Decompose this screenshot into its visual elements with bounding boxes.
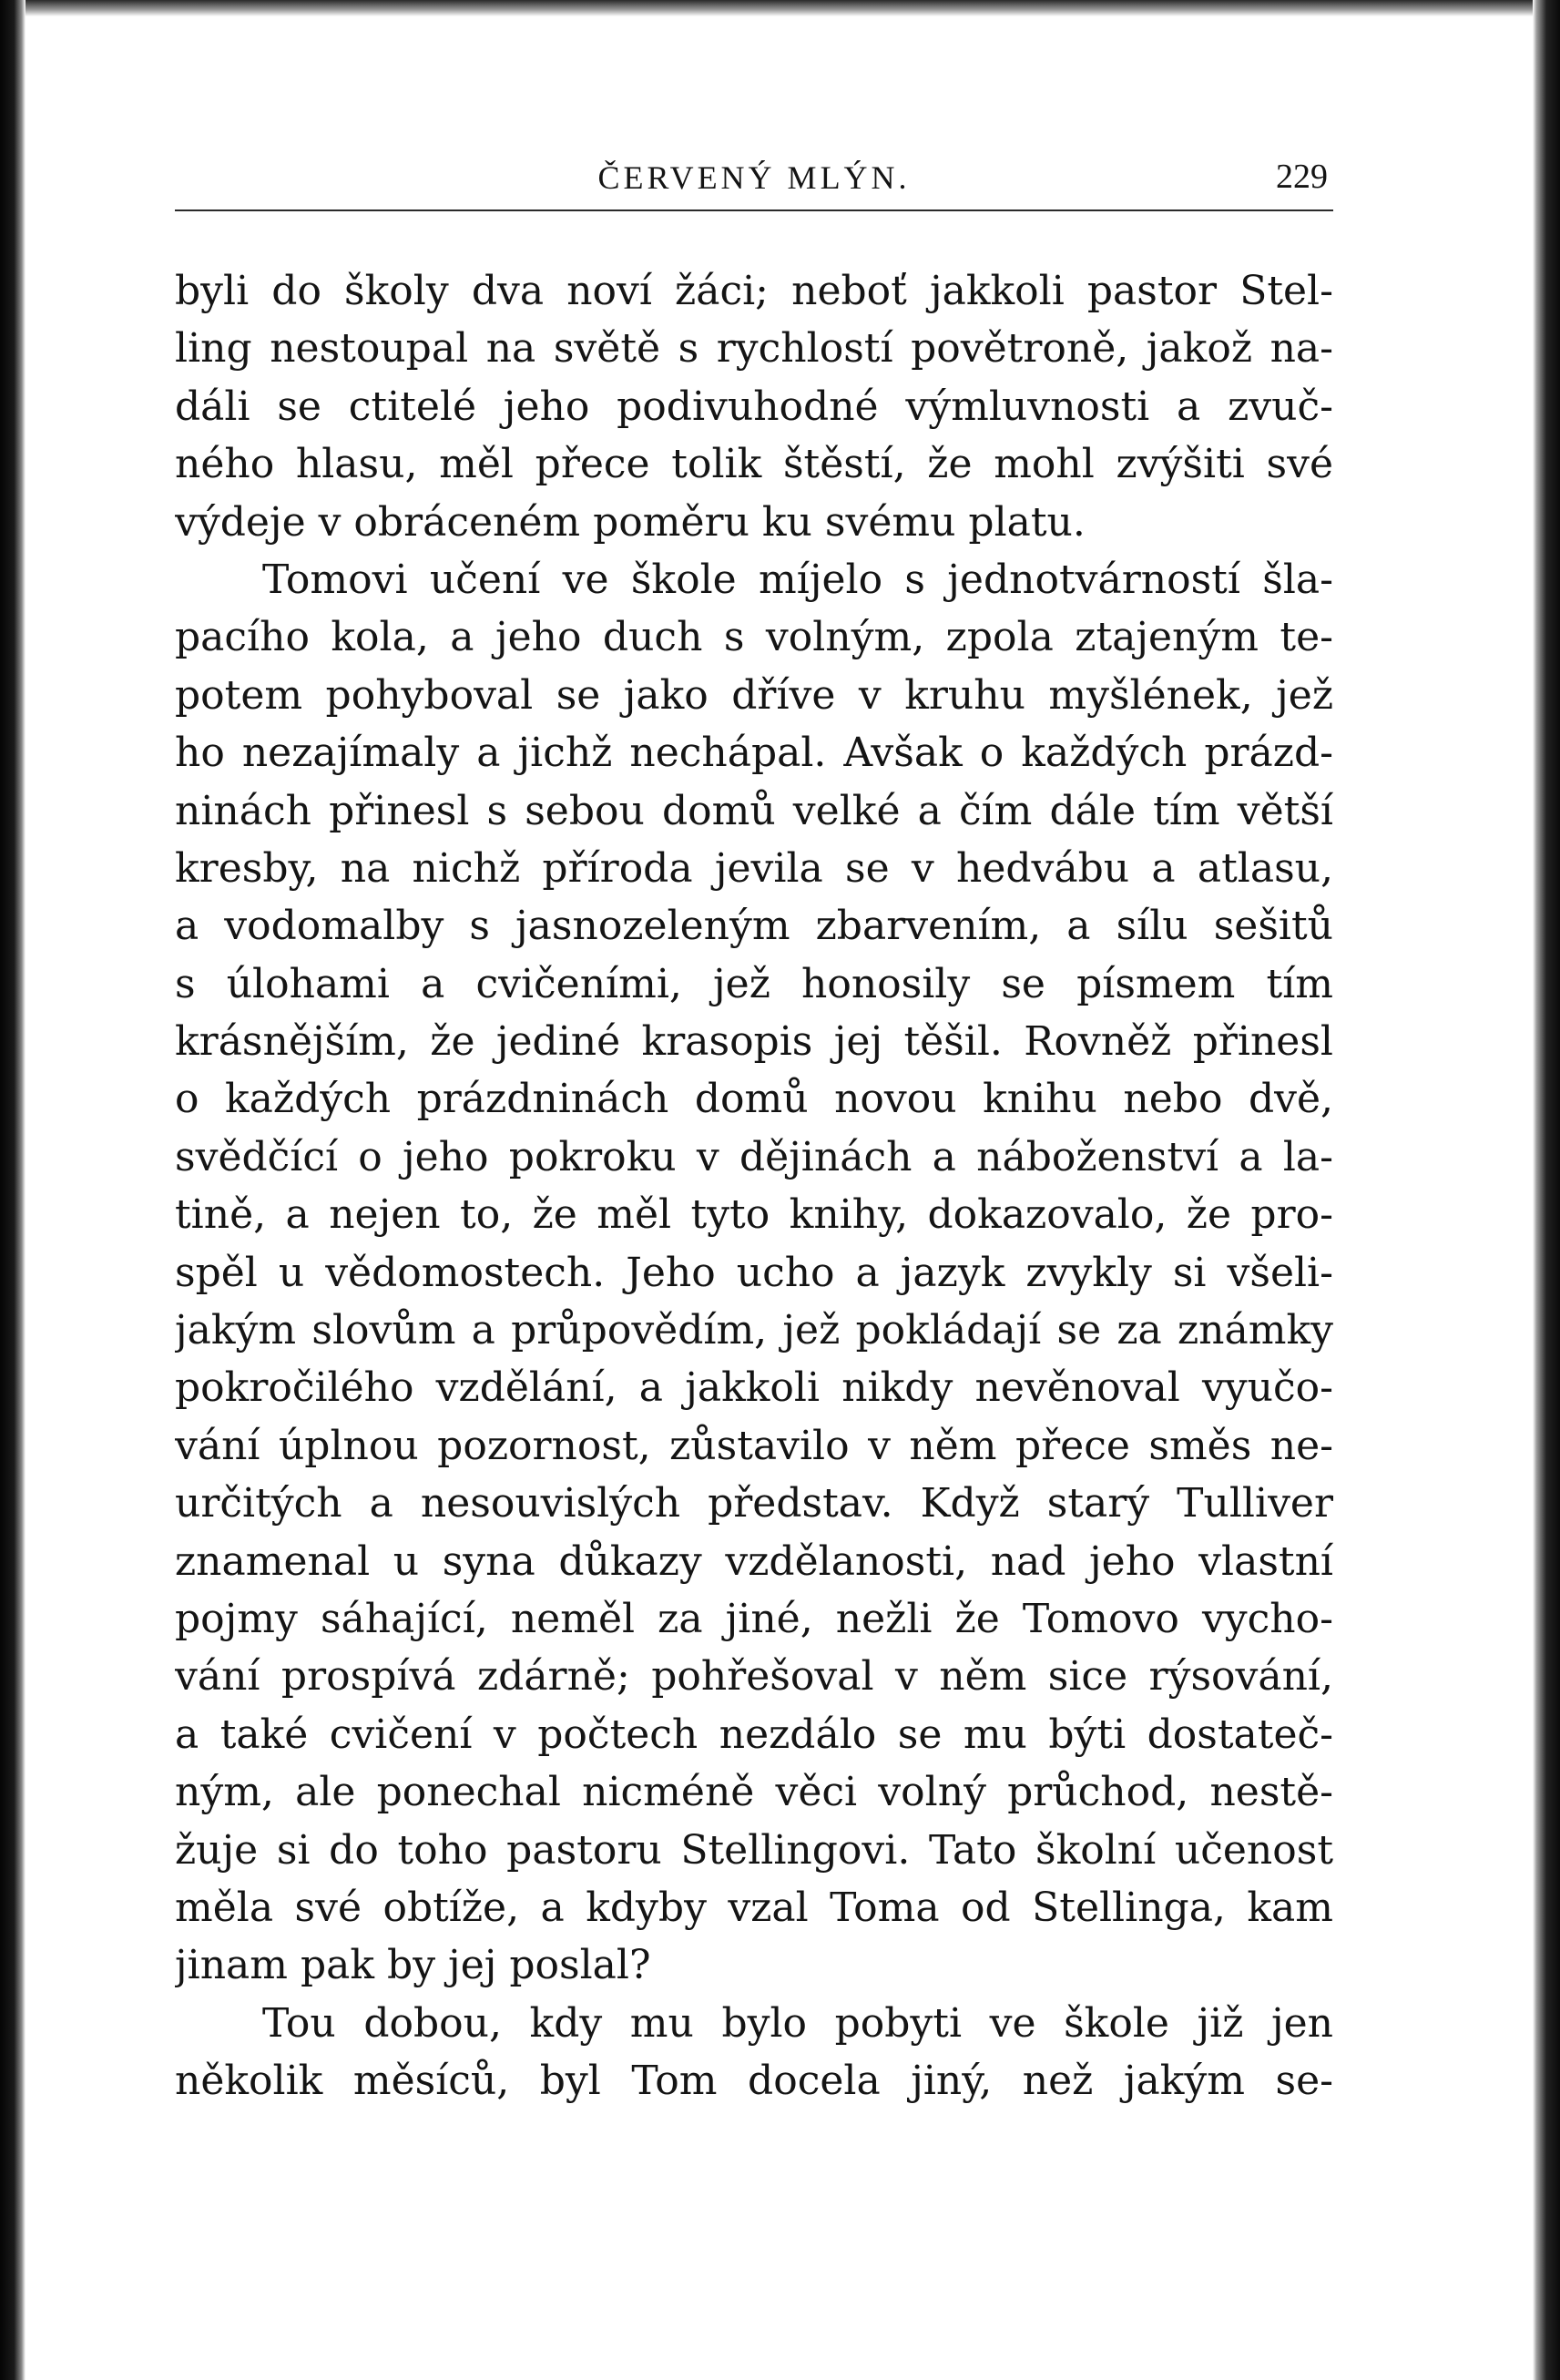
text-line: tině, a nejen to, že měl tyto knihy, dokazovalo, že pro- xyxy=(175,1191,1333,1239)
scan-edge-top xyxy=(0,0,1560,16)
text-line: ninách přinesl s sebou domů velké a čím dále tím větší xyxy=(175,787,1333,834)
text-line: krásnějším, že jediné krasopis jej těšil. Rovněž přinesl xyxy=(175,1018,1333,1066)
text-line: ného hlasu, měl přece tolik štěstí, že mohl zvýšiti své xyxy=(175,441,1333,488)
text-line: spěl u vědomostech. Jeho ucho a jazyk zvykly si všeli- xyxy=(175,1249,1333,1296)
text-line: žuje si do toho pastoru Stellingovi. Tato školní učenost xyxy=(175,1826,1333,1874)
text-line: ling nestoupal na světě s rychlostí povětroně, jakož na- xyxy=(175,325,1333,373)
text-line: několik měsíců, byl Tom docela jiný, než jakým se- xyxy=(175,2058,1333,2105)
text-line: potem pohyboval se jako dříve v kruhu myšlének, jež xyxy=(175,671,1333,719)
scan-edge-left xyxy=(0,0,25,2380)
text-line: vání úplnou pozornost, zůstavilo v něm přece směs ne- xyxy=(175,1422,1333,1469)
text-line: určitých a nesouvislých představ. Když starý Tulliver xyxy=(175,1480,1333,1527)
page-header xyxy=(175,146,1333,211)
text-line: kresby, na nichž příroda jevila se v hedvábu a atlasu, xyxy=(175,844,1333,892)
text-line: jinam pak by jej poslal? xyxy=(175,1942,651,1989)
book-page xyxy=(175,146,1333,2110)
scan-edge-right xyxy=(1533,0,1560,2380)
text-line: Tou dobou, kdy mu bylo pobyti ve škole již jen xyxy=(262,1999,1333,2047)
text-line: a vodomalby s jasnozeleným zbarvením, a sílu sešitů xyxy=(175,903,1333,950)
running-title: ČERVENÝ MLÝN. xyxy=(597,159,911,196)
text-line: měla své obtíže, a kdyby vzal Toma od Stellinga, kam xyxy=(175,1884,1333,1931)
text-line: byli do školy dva noví žáci; neboť jakkoli pastor Stel- xyxy=(175,268,1333,314)
text-line: o každých prázdninách domů novou knihu nebo dvě, xyxy=(175,1076,1333,1123)
text-line: pacího kola, a jeho duch s volným, zpola ztajeným te- xyxy=(175,614,1333,661)
text-line: pojmy sáhající, neměl za jiné, nežli že Tomovo vycho- xyxy=(175,1595,1333,1642)
body-text xyxy=(175,262,1333,2110)
text-line: pokročilého vzdělání, a jakkoli nikdy nevěnoval vyučo- xyxy=(175,1364,1333,1412)
text-line: znamenal u syna důkazy vzdělanosti, nad jeho vlastní xyxy=(175,1537,1333,1585)
text-line: vání prospívá zdárně; pohřešoval v něm sice rýsování, xyxy=(175,1653,1333,1701)
text-line: ho nezajímaly a jichž nechápal. Avšak o každých prázd- xyxy=(175,730,1333,777)
text-line: svědčící o jeho pokroku v dějinách a náboženství a la- xyxy=(175,1133,1333,1180)
text-line: s úlohami a cvičeními, jež honosily se písmem tím xyxy=(175,960,1333,1007)
page-number: 229 xyxy=(1276,158,1328,196)
text-line: a také cvičení v počtech nezdálo se mu býti dostateč- xyxy=(175,1711,1333,1758)
text-line: výdeje v obráceném poměru ku svému platu. xyxy=(175,498,1086,546)
text-line: dáli se ctitelé jeho podivuhodné výmluvnosti a zvuč- xyxy=(175,383,1333,430)
text-line: jakým slovům a průpovědím, jež pokládají se za známky xyxy=(175,1307,1333,1354)
text-line: ným, ale ponechal nicméně věci volný průchod, nestě- xyxy=(175,1769,1333,1816)
text-line: Tomovi učení ve škole míjelo s jednotvárností šla- xyxy=(262,556,1333,603)
